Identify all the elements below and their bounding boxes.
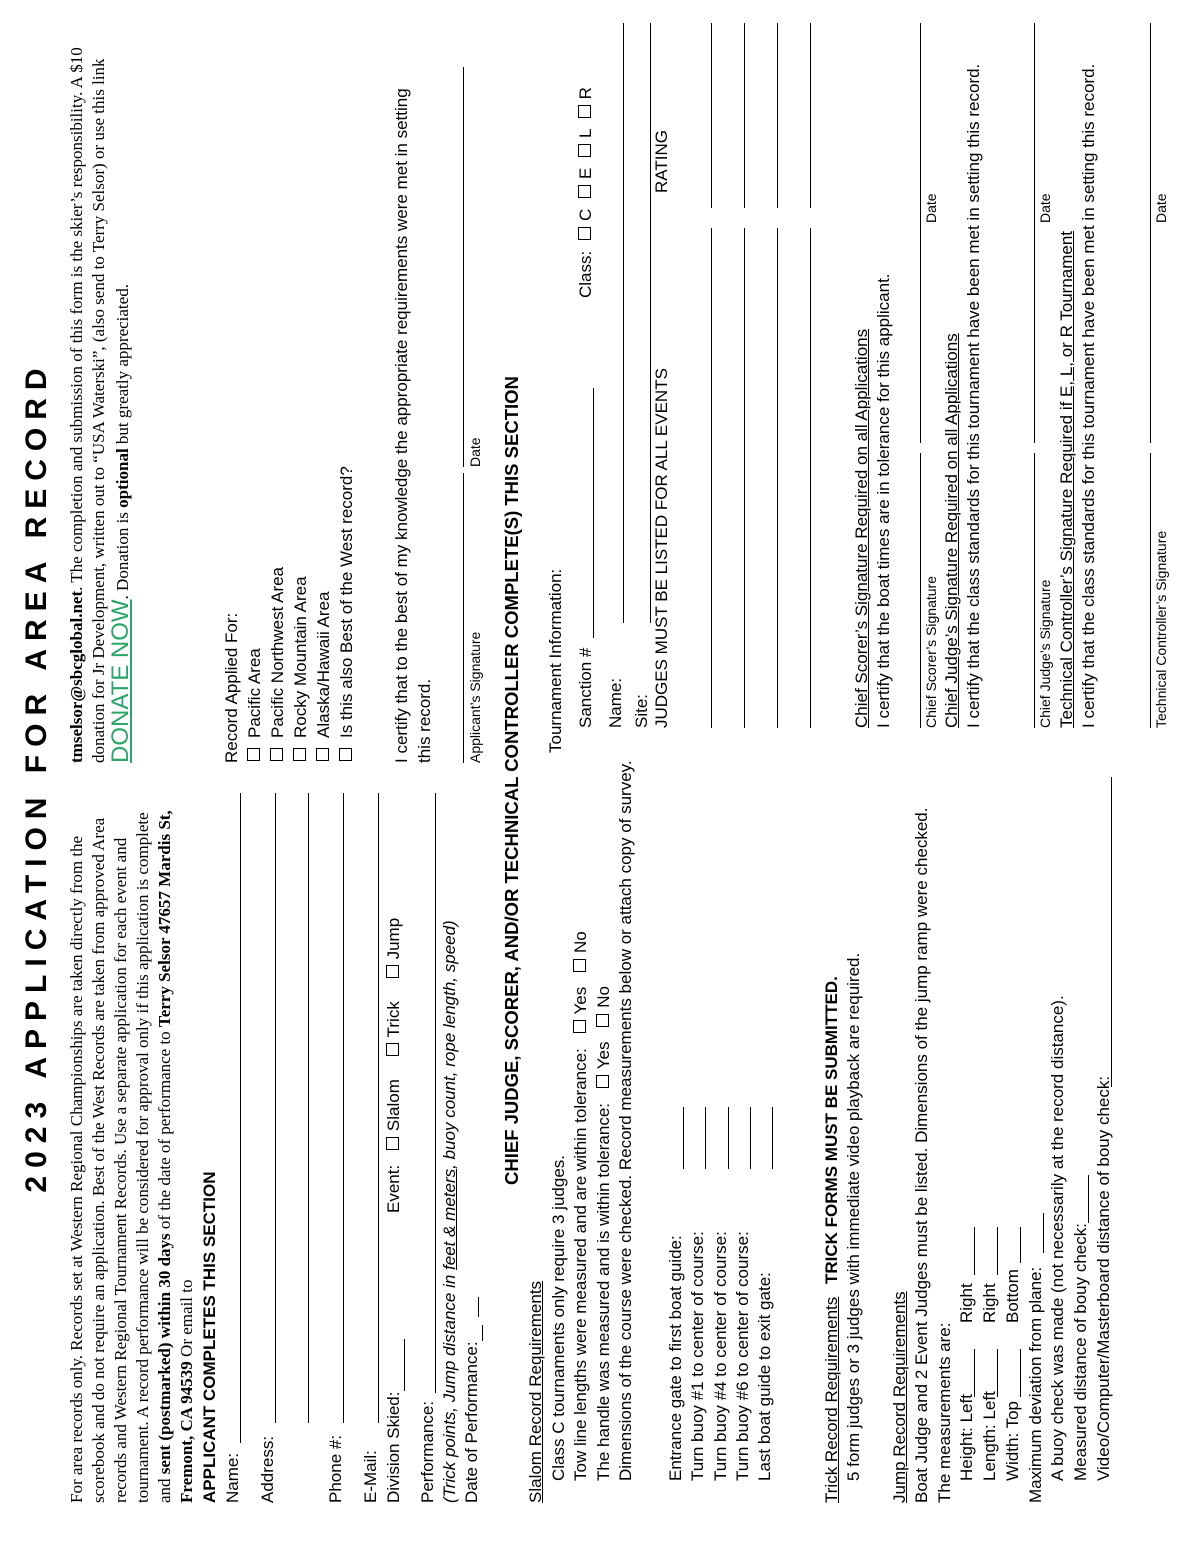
- judge-name-field-4[interactable]: [810, 228, 811, 728]
- chief-scorer-title: Chief Scorer’s Signature Required on all Applications: [852, 328, 871, 728]
- slalom-measure-label: Turn buoy #4 to center of course:: [711, 1231, 730, 1481]
- course-dimensions-note: Dimensions of the course were checked. Record measurements below or attach copy of survey.: [616, 760, 635, 1481]
- email-label: E-Mail:: [361, 1450, 380, 1503]
- slalom-measure-label: Entrance gate to first boat guide:: [666, 1235, 685, 1481]
- rocky-mountain-checkbox[interactable]: [293, 748, 306, 761]
- form-title: 2023 APPLICATION FOR AREA RECORD: [20, 360, 53, 1193]
- postmark-deadline: sent (postmarked) within 30 days: [155, 1233, 174, 1475]
- chief-judge-date-label: Date: [1037, 193, 1053, 223]
- tech-controller-signature-field[interactable]: [1150, 453, 1151, 728]
- slalom-measure-label: Turn buoy #6 to center of course:: [733, 1231, 752, 1481]
- mailing-address: Terry Selsor 47657 Mardis St, Fremont, CA 94539: [155, 810, 196, 1503]
- chief-judge-signature-field[interactable]: [1034, 453, 1035, 728]
- chief-judge-title: Chief Judge’s Signature Required on all Applications: [942, 333, 961, 728]
- intro-paragraph-1: [66, 785, 198, 1503]
- trick-requirements-title: Trick Record Requirements: [822, 1296, 841, 1503]
- class-c-option: C: [576, 208, 595, 222]
- best-of-west-option: Is this also Best of the West record?: [337, 466, 356, 738]
- slalom-option: Slalom: [384, 1079, 403, 1132]
- ramp-width-top-field[interactable]: [1020, 1349, 1021, 1397]
- turn-buoy-6-field[interactable]: [750, 1107, 751, 1169]
- date-of-performance-line: [478, 1297, 479, 1317]
- phone-label: Phone #:: [326, 1434, 345, 1503]
- judge-name-field-3[interactable]: [777, 228, 778, 728]
- tournament-info-label: Tournament Information:: [546, 568, 565, 753]
- applicant-signature-field[interactable]: [463, 473, 464, 763]
- tech-controller-title: Technical Controller’s Signature Required if E, L, or R Tournament: [1057, 230, 1076, 728]
- handle-no-label: No: [594, 986, 613, 1008]
- class-e-option: E: [576, 167, 595, 180]
- tow-line-no-label: No: [571, 931, 590, 953]
- judge-rating-field-1[interactable]: [711, 23, 712, 208]
- ramp-width-bottom-field[interactable]: [1020, 1227, 1021, 1263]
- division-label: Division Skied:: [384, 1391, 403, 1503]
- tow-line-no-checkbox[interactable]: [573, 959, 586, 972]
- max-deviation-label: Maximum deviation from plane:: [1026, 1266, 1045, 1503]
- rating-label: RATING: [652, 130, 671, 193]
- tournament-name-field[interactable]: [623, 23, 624, 623]
- officials-section-header: CHIEF JUDGE, SCORER, AND/OR TECHNICAL CONTROLLER COMPLETE(S) THIS SECTION: [501, 376, 522, 1185]
- class-c-checkbox[interactable]: [578, 227, 591, 240]
- chief-scorer-signature-field[interactable]: [920, 453, 921, 728]
- rocky-mountain-option: Rocky Mountain Area: [291, 576, 310, 738]
- chief-judge-date-field[interactable]: [1034, 23, 1035, 443]
- handle-yes-checkbox[interactable]: [596, 1075, 609, 1088]
- address-field-1[interactable]: [275, 793, 276, 1423]
- ramp-length-left-label: Length: Left: [980, 1391, 999, 1481]
- max-deviation-field[interactable]: [1043, 1213, 1044, 1253]
- turn-buoy-4-field[interactable]: [728, 1107, 729, 1169]
- video-distance-label: Video/Computer/Masterboard distance of bouy check:: [1094, 1075, 1113, 1481]
- judge-rating-field-3[interactable]: [777, 23, 778, 208]
- performance-field[interactable]: [435, 793, 436, 1393]
- alaska-hawaii-checkbox[interactable]: [316, 748, 329, 761]
- best-of-west-checkbox[interactable]: [339, 748, 352, 761]
- slalom-checkbox[interactable]: [386, 1137, 399, 1150]
- applicant-certification: I certify that to the best of my knowledge the appropriate requirements were met in setting this record.: [392, 88, 434, 763]
- jump-option: Jump: [384, 917, 403, 960]
- site-label: Site:: [632, 693, 651, 728]
- entrance-gate-field[interactable]: [683, 1107, 684, 1169]
- turn-buoy-1-field[interactable]: [705, 1107, 706, 1169]
- pacific-northwest-option: Pacific Northwest Area: [268, 566, 287, 738]
- address-field-2[interactable]: [308, 793, 309, 1423]
- slalom-class-c-note: Class C tournaments only require 3 judges.: [549, 1155, 568, 1481]
- record-applied-label: Record Applied For:: [222, 612, 241, 763]
- judge-name-field-1[interactable]: [711, 228, 712, 728]
- date-of-performance-label: Date of Performance:: [462, 1341, 481, 1503]
- judges-listed-notice: JUDGES MUST BE LISTED FOR ALL EVENTS: [652, 368, 671, 728]
- jump-requirements-title: Jump Record Requirements: [890, 1291, 909, 1503]
- contact-email: tmselsor@sbcglobal.net: [67, 590, 86, 763]
- ramp-height-right-label: Right: [957, 1283, 976, 1323]
- ramp-height-left-field[interactable]: [974, 1349, 975, 1397]
- handle-text: The handle was measured and is within tolerance:: [594, 1103, 613, 1481]
- trick-forms-notice: TRICK FORMS MUST BE SUBMITTED: [822, 980, 841, 1284]
- handle-no-checkbox[interactable]: [596, 1014, 609, 1027]
- class-label: Class:: [576, 250, 595, 298]
- trick-checkbox[interactable]: [386, 1043, 399, 1056]
- applicant-section-header: APPLICANT COMPLETES THIS SECTION: [200, 1171, 219, 1503]
- jump-checkbox[interactable]: [386, 965, 399, 978]
- handle-yes-label: Yes: [594, 1041, 613, 1070]
- judge-rating-field-4[interactable]: [810, 23, 811, 208]
- jump-ramp-note: Boat Judge and 2 Event Judges must be listed. Dimensions of the jump ramp were checked. The measurements are:: [912, 807, 954, 1503]
- judge-rating-field-2[interactable]: [744, 23, 745, 208]
- ramp-length-right-label: Right: [980, 1283, 999, 1323]
- chief-scorer-date-label: Date: [923, 193, 939, 223]
- tech-controller-certification: I certify that the class standards for this tournament have been met in setting this record.: [1079, 63, 1098, 728]
- chief-judge-signature-label: Chief Judge’s Signature: [1037, 579, 1053, 728]
- event-label: Event:: [384, 1164, 403, 1213]
- trick-judges-note: 5 form judges or 3 judges with immediate video playback are required.: [844, 952, 863, 1481]
- intro-text: For area records only. Records set at Western Regional Championships are taken directly from the scorebook and do not require an application. Best of the West Records are taken from approved Area records and Western Regional Tournament Records. Use a separate application for each event and tournament. A record performance will be considered for approval only if this application is complete and: [67, 812, 174, 1503]
- tech-controller-date-field[interactable]: [1150, 23, 1151, 443]
- performance-label: Performance:: [418, 1400, 437, 1503]
- slalom-measure-label: Turn buoy #1 to center of course:: [688, 1231, 707, 1481]
- buoy-check-note: A buoy check was made (not necessarily at the record distance).: [1048, 995, 1067, 1481]
- measured-distance-label: Measured distance of bouy check:: [1071, 1223, 1090, 1481]
- tow-line-yes-label: Yes: [571, 986, 590, 1015]
- intro-text-2: of the date of performance to: [155, 1027, 174, 1234]
- ramp-height-right-field[interactable]: [974, 1227, 975, 1275]
- tow-line-text: Tow line lengths were measured and are within tolerance:: [571, 1048, 590, 1481]
- ramp-height-left-label: Height: Left: [957, 1394, 976, 1481]
- class-l-checkbox[interactable]: [578, 144, 591, 157]
- sanction-label: Sanction #: [576, 647, 595, 728]
- pacific-area-option: Pacific Area: [245, 648, 264, 738]
- tow-line-yes-checkbox[interactable]: [573, 1020, 586, 1033]
- sanction-field[interactable]: [593, 388, 594, 638]
- name-field[interactable]: [240, 793, 241, 1443]
- application-form: 2023 APPLICATION FOR AREA RECORD For area records only. Records set at Western Regional Championships are taken directly from the scorebook and do not require an application. Best of the West Records are taken from approved Area records and Western Regional Tournament Records. Use a separate application for each event and tournament. A record performance will be considered for approval only if this application is complete and sent (postmarked) within 30 days of the date of performance to Terry Selsor 47657 Mardis St, Fremont, CA 94539 Or email to APPLICANT COMPLETES THIS SECTION Name: Address: Phone #: E-Mail: Division Skied: Event: Slalom Trick Jump Performance: (Trick points, Jump distance in feet & meters, buoy count, rope length, speed) Date of Performance: CHIEF JUDGE, SCORER, AND/OR TECHNICAL CONTROLLER COMPLETE(S) THIS SECTION Slalom Record Requirements Class C tournaments only require 3 judges. Tow line lengths were measured and are within tolerance: Yes No The handle was measured and is within tolerance: Yes No Dimensions of the course were checked. Record measurements below or attach copy of survey. Entrance gate to first boat guide: Turn buoy #1 to center of course: Turn buoy #4 to center of course: Turn buoy #6 to center of course: Last boat guide to exit gate: Trick Record Requirements TRICK FORMS MUST BE SUBMITTED. 5 form judges or 3 judges with immediate video playback are required. Jump Record Requirements Boat Judge and 2 Event Judges must be listed. Dimensions of the jump ramp were checked. The measurements are: Height: Left Right Length: Left Right Width: Top Bottom Maximum deviation from plane: A buoy check was made (not necessarily at the record distance). Measured distance of bouy check: Video/Computer/Masterboard distance of bouy check: tmselsor@sbcglobal.net. The completion and submission of this form is the skier’s responsibility. A $10 donation for Jr Development, written out to “USA Waterski”, (also send to Terry Selsor) or use this link DONATE NOW. Donation is optional but greatly appreciated. Record Applied For: Pacific Area Pacific Northwest Area Rocky Mountain Area Alaska/Hawaii Area Is this also Best of the West record? I certify that to the best of my knowledge the appropriate requirements were met in setting this record. Applicant’s Signature Date Tournament Information: Sanction # Class: C E L R Name: Site: JUDGES MUST BE LISTED FOR ALL EVENTS RATING Chief Scorer’s Signature Required on all Applications I certify that the boat times are in tolerance for this applicant. Chief Scorer’s Signature Date Chief Judge’s Signature Required on all Applications I certify that the class standards for this tournament have been met in setting this record. Chief Judge’s Signature Date Technical Controller’s Signature Required if E, L, or R Tournament I certify that the class standards for this tournament have been met in setting this record. Technical Controller’s Signature Date: [0, 0, 1200, 1553]
- intro-paragraph-2: [66, 35, 134, 763]
- trick-option: Trick: [384, 1001, 403, 1038]
- pacific-area-checkbox[interactable]: [247, 748, 260, 761]
- chief-scorer-signature-label: Chief Scorer’s Signature: [923, 575, 939, 728]
- division-field[interactable]: [386, 1340, 405, 1392]
- alaska-hawaii-option: Alaska/Hawaii Area: [314, 591, 333, 738]
- ramp-width-bottom-label: Bottom: [1003, 1269, 1022, 1323]
- tournament-name-label: Name:: [606, 677, 625, 728]
- class-r-option: R: [576, 87, 595, 100]
- optional-word: optional: [113, 448, 132, 508]
- class-e-checkbox[interactable]: [578, 185, 591, 198]
- name-label: Name:: [223, 1452, 242, 1503]
- slalom-requirements-title: Slalom Record Requirements: [526, 1280, 545, 1503]
- applicant-signature-label: Applicant’s Signature: [467, 631, 483, 763]
- judge-name-field-2[interactable]: [744, 228, 745, 728]
- chief-scorer-date-field[interactable]: [920, 23, 921, 443]
- tech-controller-date-label: Date: [1153, 193, 1169, 223]
- tech-controller-signature-label: Technical Controller’s Signature: [1153, 530, 1169, 728]
- intro-text-6: but greatly appreciated.: [113, 284, 132, 449]
- video-distance-field[interactable]: [1111, 777, 1112, 1087]
- phone-field[interactable]: [343, 793, 344, 1423]
- applicant-date-label: Date: [467, 437, 483, 467]
- measured-distance-field[interactable]: [1088, 1175, 1089, 1223]
- date-of-performance-field[interactable]: [464, 1325, 483, 1341]
- exit-gate-field[interactable]: [772, 1107, 773, 1169]
- slalom-measure-label: Last boat guide to exit gate:: [755, 1272, 774, 1481]
- intro-text-5: . Donation is: [113, 507, 132, 600]
- intro-text-3: Or email to: [177, 1279, 196, 1362]
- ramp-length-right-field[interactable]: [997, 1227, 998, 1275]
- applicant-date-field[interactable]: [463, 67, 464, 467]
- ramp-width-top-label: Width: Top: [1003, 1400, 1022, 1481]
- chief-judge-certification: I certify that the class standards for this tournament have been met in setting this record.: [964, 63, 983, 728]
- address-label: Address:: [258, 1435, 277, 1503]
- intro-text-4: . The completion and submission of this form is the skier’s responsibility. A $10 donation for Jr Development, written out to “USA Waterski”, (also send to Terry Selsor) or use this link: [67, 47, 108, 763]
- pacific-northwest-checkbox[interactable]: [270, 748, 283, 761]
- class-l-option: L: [576, 129, 595, 138]
- email-field[interactable]: [378, 793, 379, 1423]
- donate-now-link[interactable]: DONATE NOW: [107, 599, 134, 763]
- ramp-length-left-field[interactable]: [997, 1349, 998, 1397]
- chief-scorer-certification: I certify that the boat times are in tolerance for this applicant.: [874, 273, 893, 728]
- performance-note: (Trick points, Jump distance in feet & meters, buoy count, rope length, speed): [440, 920, 459, 1503]
- class-r-checkbox[interactable]: [578, 105, 591, 118]
